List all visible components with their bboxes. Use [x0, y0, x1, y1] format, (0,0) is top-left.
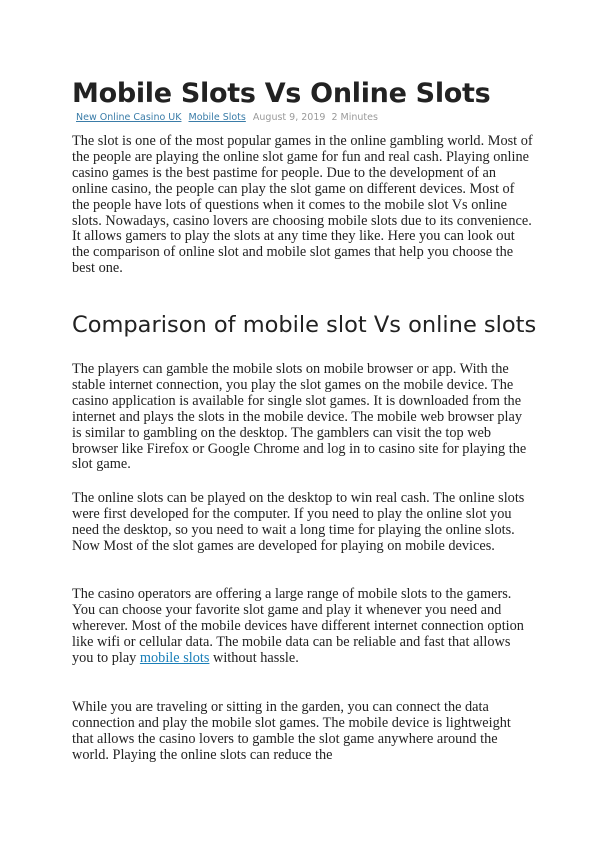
section-heading: Comparison of mobile slot Vs online slots [72, 312, 537, 338]
intro-paragraph: The slot is one of the most popular games in the online gambling world. Most of the people are playing the online slot game for fun and real cash. Playing online casino games is the best pastime for people. Due to the development of an online casino, the people can play the slot game on different devices. Most of the people have lots of questions when it comes to the mobile slot Vs online slots. Nowadays, casino lovers are choosing mobile slots due to its convenience. It allows gamers to play the slots at any time they like. Here you can look out the comparison of online slot and mobile slot games that help you choose the best one. [72, 133, 533, 277]
page-title: Mobile Slots Vs Online Slots [72, 78, 491, 109]
category-link-new-online-casino-uk[interactable]: New Online Casino UK [76, 112, 182, 123]
post-meta [76, 112, 381, 123]
paragraph-mobile-browser: The players can gamble the mobile slots on mobile browser or app. With the stable internet connection, you play the slot games on the mobile device. The casino application is available for single slot games. It is downloaded from the internet and plays the slots in the mobile device. The mobile web browser play is similar to gambling on the desktop. The gamblers can visit the top web browser like Firefox or Google Chrome and log in to casino site for playing the slot game. [72, 361, 527, 473]
read-time: 2 Minutes [331, 112, 378, 123]
paragraph-text: The casino operators are offering a large range of mobile slots to the gamers. You can choose your favorite slot game and play it whenever you need and wherever. Most of the mobile devices have different internet connection option like wifi or cellular data. The mobile data can be reliable and fast that allows you to play [72, 586, 524, 666]
post-date: August 9, 2019 [252, 112, 326, 123]
category-link-mobile-slots[interactable]: Mobile Slots [188, 112, 246, 123]
paragraph-traveling: While you are traveling or sitting in the garden, you can connect the data connection and play the mobile slot games. The mobile device is lightweight that allows the casino lovers to gamble the slot game anywhere around the world. Playing the online slots can reduce the [72, 699, 511, 763]
mobile-slots-link[interactable]: mobile slots [139, 649, 210, 666]
paragraph-online-slots: The online slots can be played on the desktop to win real cash. The online slots were first developed for the computer. If you need to play the online slot you need the desktop, so you need to wait a long time for playing the online slots. Now Most of the slot games are developed for playing on mobile devices. [72, 490, 525, 554]
paragraph-casino-operators [72, 587, 534, 667]
paragraph-text: without hassle. [209, 649, 299, 666]
